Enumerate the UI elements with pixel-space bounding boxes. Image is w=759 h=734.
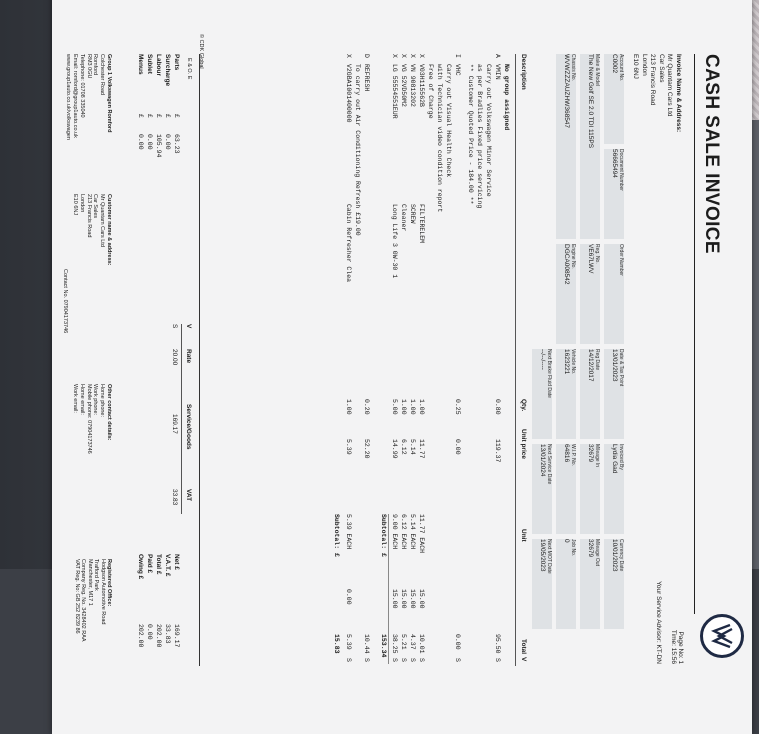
other-contact-line: Home email: [78,384,85,415]
invoice-address-line: Mr Quantam Cars Ltd [666,54,674,117]
account-field [604,54,624,144]
field-label: Engine No. [570,244,576,269]
invoice-address [631,54,682,132]
customer-label: Customer name & address: [106,194,112,266]
cdk-note: © CDK Global [198,34,204,69]
summary-label: Surcharge [164,54,171,87]
invoice-address-line: E10 6NJ [632,54,640,79]
registered-office [74,559,112,642]
line-qty: 0.20 [363,399,370,415]
part-code: X [418,54,425,58]
part-disc: 15.00 [400,589,407,609]
summary-currency: £ [137,114,144,118]
line-text: VMIN [494,64,501,80]
invoice-address-label: Invoice Name & Address: [675,54,682,133]
office-line: Registered Office: [106,559,112,607]
subtotal-rule [388,514,389,664]
field-value: 0 [563,539,570,543]
field-label: Reg Date [594,349,600,371]
summary-currency: £ [173,114,180,118]
field-value: 10/01/2023 [611,539,618,572]
subtotal-value: 153.34 [380,634,387,658]
mileage-in-field [580,444,600,534]
line-price: 119.37 [494,439,501,463]
part-unit: 11.77 EACH [418,514,425,554]
other-contact-label: Other contact details: [106,384,112,441]
summary-currency: £ [164,114,171,118]
part-total: 10.01 [418,634,425,654]
field-value: --/--/---- [539,349,546,370]
col-unit-price: Unit price [520,429,527,459]
total-value: 202.00 [155,624,162,648]
part-qty: 1.00 [409,399,416,415]
line-text: Carry out Volkswagen Minor Service [485,64,492,197]
office-line: VAT Reg. No: GB 252 8239 86 [73,559,80,634]
customer-line: E10 6NJ [72,194,79,216]
dealer-line: Email: romford@group1auto.co.uk [72,54,79,138]
total-value: 169.17 [173,624,180,648]
part-qty: 1.00 [345,399,352,415]
field-label: Mileage Out [594,539,600,566]
wip-field [556,444,576,534]
part-disc: 15.00 [418,589,425,609]
part-price: 5.14 [409,439,416,455]
summary-currency: £ [146,114,153,118]
brake-fluid-field [532,349,552,439]
summary-value: 0.00 [137,134,144,150]
other-contact-line: Home phone: [99,384,106,418]
field-value: Lydia Gad [611,444,618,474]
part-name: SCREW [409,204,416,224]
other-contact [71,384,112,454]
mileage-out-field [580,539,600,629]
vehicle-no-field [556,349,576,439]
office-line: Trafford Park [93,559,100,591]
field-value: 13/01/2023 [611,349,618,382]
summary-label: Sublet [146,54,153,74]
field-label: Currency Date [618,539,624,572]
free-of-charge-text: Free of Charge [427,64,434,119]
total-value: 33.83 [164,624,171,644]
summary-currency: £ [155,114,162,118]
line-code: D [363,54,370,58]
dealer-address [64,54,112,140]
vehicle-row [580,54,600,654]
summary-value: 0.00 [146,134,153,150]
summary-label: Parts [173,54,180,71]
line-qty: 0.80 [494,399,501,415]
field-label: Reg. No. [594,244,600,264]
field-label: Order Number [618,244,624,276]
part-total: 5.39 [345,634,352,650]
part-number: VG 52VD50M2 [400,64,407,107]
invoiced-by-field [604,444,624,534]
line-total: 0.00 [454,634,461,650]
summary-value: 63.23 [173,134,180,154]
part-qty: 5.00 [391,399,398,415]
field-value: 64816 [563,444,570,463]
field-label: Job No. [570,539,576,557]
part-unit: 6.12 EACH [400,514,407,550]
line-price: 0.00 [454,439,461,455]
field-label: Next Service Date [546,444,552,485]
col-qty: Qty. [520,399,527,412]
line-text: ** Customer Quoted Price - 184.00 ** [467,64,474,205]
field-label: Next Brake Fluid Date [546,349,552,398]
total-label: V.A.T. £ [164,554,171,577]
part-v: S [345,658,352,662]
vat-cell: S [171,324,178,329]
line-text: REFRESH [363,64,370,92]
field-value: 19/05/2023 [539,539,546,572]
part-disc: 0.00 [345,589,352,605]
line-text: To carry out Air Conditioning Refresh £19.00 [354,64,361,236]
part-disc: 15.00 [391,589,398,609]
customer-address [71,194,112,266]
total-label: Net £ [173,554,180,570]
part-disc: 15.00 [409,589,416,609]
total-label: Owing £ [137,554,144,580]
part-number: LG 55554551EUR [391,64,398,119]
vat-rule [181,324,182,514]
other-contact-line: Work phone: [92,384,99,416]
part-number: V2GBA1001400000 [345,64,352,123]
office-line: Company Reg. No. 3428402 RAA [80,559,87,642]
tax-point-field [604,349,624,439]
field-label: Account No. [618,54,624,82]
order-number-field [604,244,624,344]
dealer-line: Telephone: 01708 335040 [78,54,85,118]
part-number: VN 90813202 [409,64,416,107]
part-number: V03H115562B [418,64,425,107]
part-name: Cabin Refresher Clea [345,204,352,283]
field-label: Invoiced By [618,444,624,470]
other-contact-line: Work email: [72,384,79,413]
summary-value: 105.94 [155,134,162,158]
vat-header: Rate [185,349,192,364]
line-v: S [363,658,370,662]
line-text: VHC [454,64,461,76]
invoice-address-line: London [641,54,648,76]
part-price: 6.12 [400,439,407,455]
line-total: 95.50 [494,634,501,654]
part-code: X [391,54,398,58]
customer-line: Mr Quantam Cars Ltd [99,194,106,247]
field-value: C0002 [611,54,618,74]
invoice-time: Time: 15:56 [670,629,677,664]
field-label: Date & Tax Point [618,349,624,387]
line-total: 10.44 [363,634,370,654]
part-qty: 1.00 [400,399,407,415]
part-qty: 1.00 [418,399,425,415]
next-service-field [532,444,552,534]
line-v: S [454,658,461,662]
chassis-field [556,54,576,239]
line-code: I [454,54,461,58]
invoice-address-line: Car Sales [658,54,665,83]
vat-header: V [185,324,192,329]
office-line: Hodgson Automotive Road [99,559,106,625]
line-code: A [494,54,501,58]
line-text: with Technician video condition report [436,64,443,213]
field-value: 13/01/2024 [539,444,546,477]
summary-label: Labour [155,54,162,77]
customer-line: Car Sales [92,194,99,219]
vat-header: VAT [185,489,192,502]
line-v: S [494,658,501,662]
dealer-line: Romford [92,54,99,76]
field-label: Mileage In [594,444,600,468]
make-model-field [580,54,600,239]
line-text: as per Bradlies Fixed price servicing [476,64,483,209]
dealer-line: RM3 0GU [85,54,92,79]
office-line: Manchester, M17 1 [86,559,93,606]
engine-field [556,244,576,344]
part-v: S [400,658,407,662]
vat-cell: 33.83 [171,489,178,506]
part-v: S [409,658,416,662]
title-rule [694,54,695,614]
header-rule [515,54,516,666]
subtotal-label: Subtotal: £ [333,514,340,557]
part-code: X [409,54,416,58]
other-contact-line: Mobile phone: 07904173746 [85,384,92,454]
vat-cell: 20.00 [171,349,178,366]
customer-contact: Contact No. 07904173746 [62,269,68,334]
part-v: S [391,658,398,662]
field-value: 56665494 [611,149,618,178]
vw-logo-icon [700,614,744,658]
part-price: 5.39 [345,439,352,455]
field-value: 1623221 [563,349,570,375]
part-code: X [345,54,352,58]
chassis-row [556,54,576,654]
invoice-address-line: 213 Francis Road [649,54,657,106]
vat-table [162,324,192,514]
field-value: DGCA008542 [563,244,570,285]
reference-row [604,54,624,654]
summary-label: Menus [137,54,144,75]
document-number-field [604,149,624,239]
col-description: Description [520,54,527,90]
total-label: Total £ [155,554,162,575]
job-no-field [556,539,576,629]
part-code: X [400,54,407,58]
field-label: Vehicle No. [570,349,576,375]
part-unit: 5.14 EACH [409,514,416,550]
field-value: The New Golf SE 2.0 TDI 115PS [587,54,594,149]
dealer-line: Group 1 Volkswagen Romford [106,54,112,133]
part-name: FILTERELEM [418,204,425,244]
field-value: 32679 [587,539,594,558]
total-value: 0.00 [146,624,153,640]
field-value: 14/12/2017 [587,349,594,382]
part-v: S [418,658,425,662]
field-label: Make & Model [594,54,600,86]
customer-line: 213 Francis Road [85,194,92,238]
reg-no-field [580,244,600,344]
part-unit: 5.39 EACH [345,514,352,550]
footer-rule [199,54,200,666]
field-label: Chassis No. [570,54,576,81]
part-total: 5.21 [400,634,407,650]
page-number: Page No: 1 [677,631,684,664]
field-label: Next MOT Date [546,539,552,574]
invoice-totals [132,554,180,669]
vat-header: Service/Goods [185,404,192,450]
eoe-note: E & O. E [186,58,192,80]
field-label: Document Number [618,149,624,191]
subtotal-value: 15.83 [333,634,340,654]
line-qty: 0.25 [454,399,461,415]
reg-date-field [580,349,600,439]
line-text: Carry out Visual Health Check [445,64,452,178]
field-label: W.I.P. No. [570,444,576,466]
line-price: 52.20 [363,439,370,459]
currency-date-field [604,539,624,629]
field-value: VE67LWV [587,244,594,274]
summary-value: 0.00 [164,134,171,150]
next-mot-field [532,539,552,629]
vat-cell: 169.17 [171,414,178,434]
part-total: 38.25 [391,634,398,654]
invoice-title: CASH SALE INVOICE [701,54,722,254]
column-headers [517,54,527,664]
line-text: No group assigned [503,64,510,131]
total-value: 202.00 [137,624,144,648]
part-name: Cleaner [400,204,407,232]
part-unit: 9.00 EACH [391,514,398,550]
col-unit: Unit [520,529,527,542]
part-total: 4.37 [409,634,416,650]
service-row [532,349,552,649]
field-value: 32679 [587,444,594,463]
col-total: Total [520,639,527,655]
part-price: 14.99 [391,439,398,459]
part-price: 11.77 [418,439,425,459]
dealer-line: Colchester Road [99,54,106,95]
subtotal-label: Subtotal: £ [380,514,387,557]
service-advisor: Your Service Advisor: KT-DN [655,581,662,664]
total-label: Paid £ [146,554,153,574]
dealer-line: www.group1auto.co.uk/volkswagen [65,54,72,140]
part-name: Long Life 3 0W-30 1 [391,204,398,279]
field-value: WVWZZZAUZHW368547 [563,54,570,129]
col-v: V [520,657,527,662]
invoice-paper [52,0,752,734]
customer-line: London [78,194,85,213]
